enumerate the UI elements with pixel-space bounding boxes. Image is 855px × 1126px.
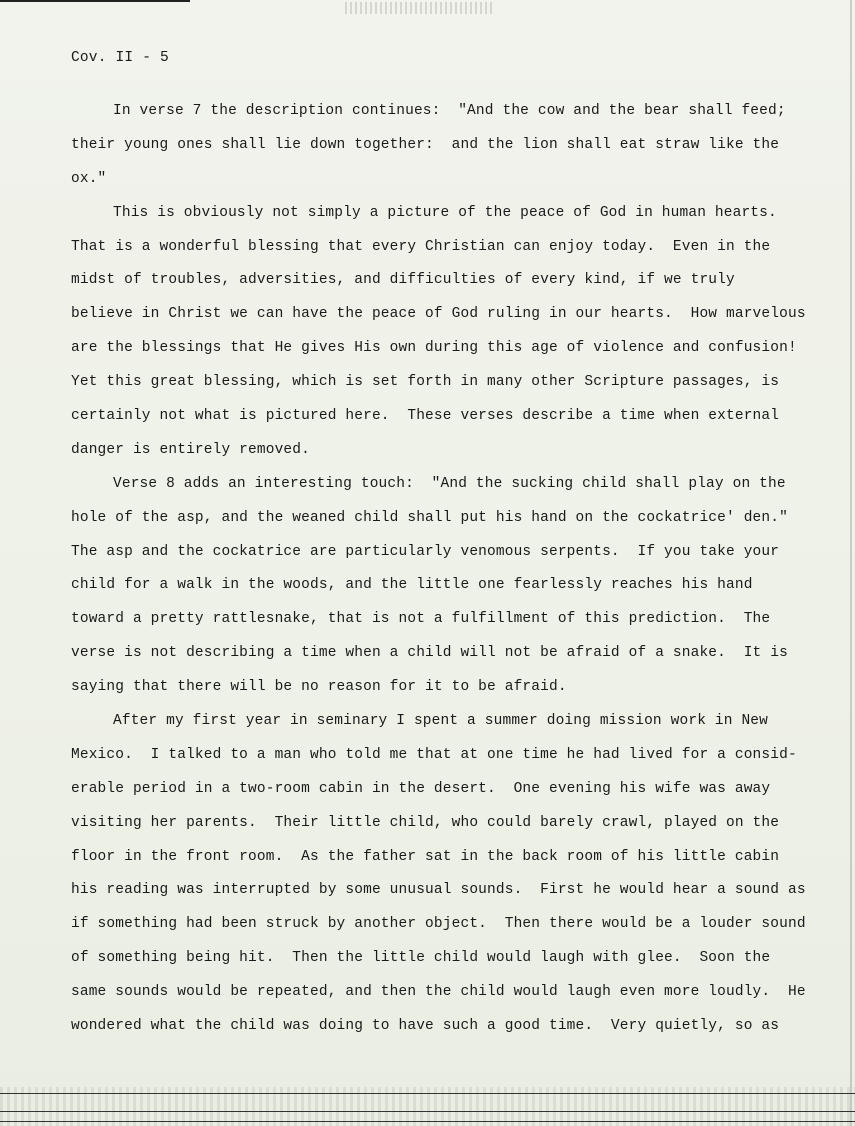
bottom-rule <box>0 1111 855 1112</box>
text-line: believe in Christ we can have the peace of God ruling in our hearts. How marvelous <box>71 306 806 323</box>
text-line: danger is entirely removed. <box>71 441 310 458</box>
text-line: wondered what the child was doing to have such a good time. Very quietly, so as <box>71 1018 780 1035</box>
text-line: midst of troubles, adversities, and difficulties of every kind, if we truly <box>71 272 735 289</box>
text-line: After my first year in seminary I spent a summer doing mission work in New <box>113 713 769 730</box>
body-text <box>71 95 806 1044</box>
scan-edge <box>850 0 852 1126</box>
text-line: erable period in a two-room cabin in the desert. One evening his wife was away <box>71 780 771 797</box>
text-line: his reading was interrupted by some unusual sounds. First he would hear a sound as <box>71 882 806 899</box>
bottom-rule <box>0 1121 855 1122</box>
text-line: of something being hit. Then the little child would laugh with glee. Soon the <box>71 950 771 967</box>
scan-bottom-band <box>0 1087 855 1126</box>
text-line: The asp and the cockatrice are particularly venomous serpents. If you take your <box>71 543 780 560</box>
text-line: saying that there will be no reason for it to be afraid. <box>71 679 567 696</box>
top-rule <box>0 0 190 2</box>
text-line: floor in the front room. As the father sat in the back room of his little cabin <box>71 848 780 865</box>
text-line: That is a wonderful blessing that every Christian can enjoy today. Even in the <box>71 238 771 255</box>
text-line: ox." <box>71 170 107 187</box>
text-line: toward a pretty rattlesnake, that is not a fulfillment of this prediction. The <box>71 611 771 628</box>
text-line: This is obviously not simply a picture of the peace of God in human hearts. <box>113 204 777 221</box>
text-line: their young ones shall lie down together: and the lion shall eat straw like the <box>71 136 780 153</box>
text-line: Yet this great blessing, which is set forth in many other Scripture passages, is <box>71 374 780 391</box>
text-line: Verse 8 adds an interesting touch: "And the sucking child shall play on the <box>113 475 786 492</box>
text-line: hole of the asp, and the weaned child shall put his hand on the cockatrice' den." <box>71 509 788 526</box>
page-header: Cov. II - 5 <box>71 50 169 66</box>
text-line: are the blessings that He gives His own during this age of violence and confusion! <box>71 340 797 357</box>
text-line: In verse 7 the description continues: "And the cow and the bear shall feed; <box>113 103 786 119</box>
text-line: if something had been struck by another object. Then there would be a louder sound <box>71 916 806 933</box>
text-line: Mexico. I talked to a man who told me that at one time he had lived for a consid- <box>71 746 797 763</box>
bottom-rule <box>0 1093 855 1094</box>
text-line: child for a walk in the woods, and the little one fearlessly reaches his hand <box>71 577 753 594</box>
scan-smudge <box>345 2 495 14</box>
text-line: visiting her parents. Their little child, who could barely crawl, played on the <box>71 814 780 831</box>
text-line: verse is not describing a time when a child will not be afraid of a snake. It is <box>71 645 788 662</box>
text-line: same sounds would be repeated, and then the child would laugh even more loudly. He <box>71 984 806 1001</box>
text-line: certainly not what is pictured here. These verses describe a time when external <box>71 408 780 425</box>
